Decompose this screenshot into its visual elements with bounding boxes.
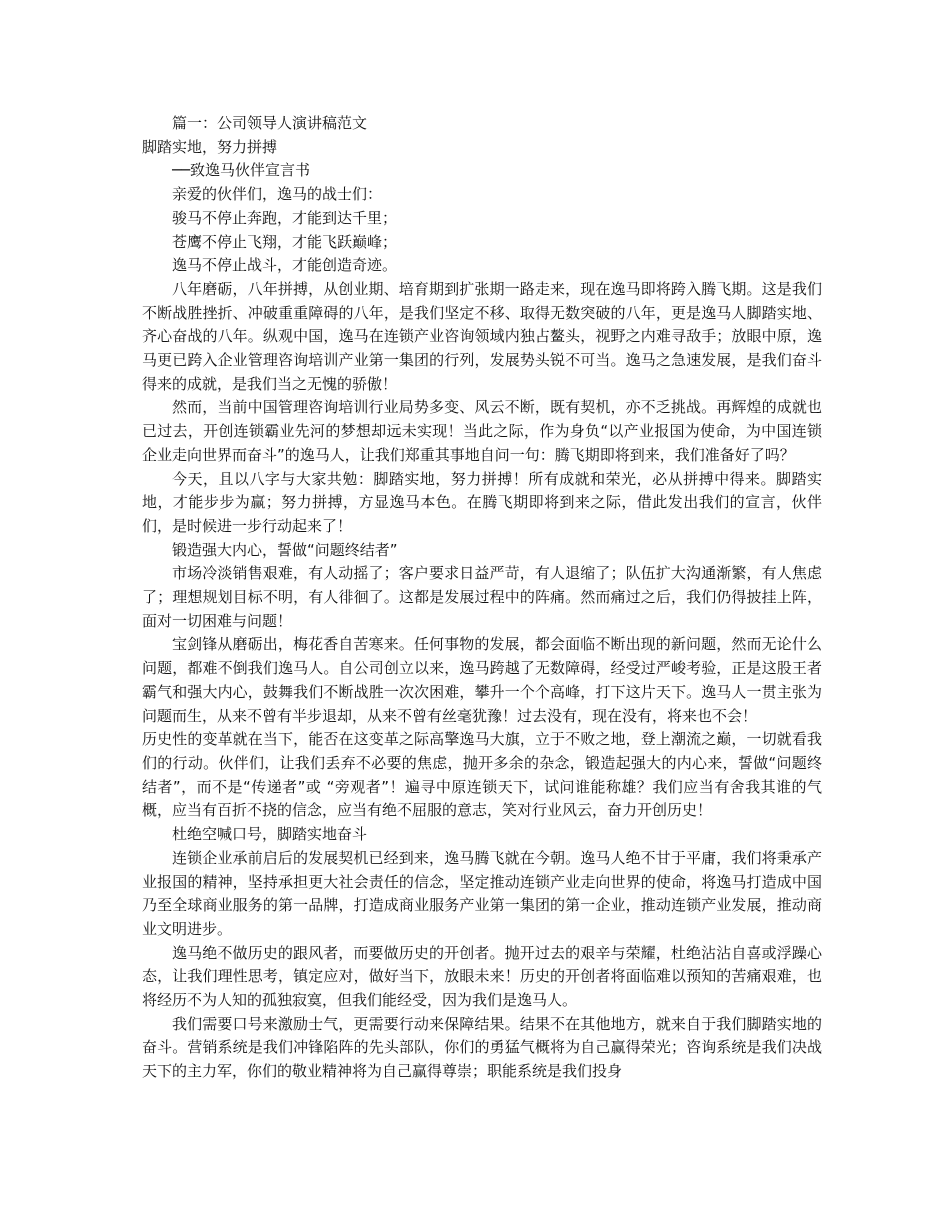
body-paragraph: 连锁企业承前启后的发展契机已经到来，逸马腾飞就在今朝。逸马人绝不甘于平庸，我们将秉承产业报国的精神，坚持承担更大社会责任的信念，坚定推动连锁产业走向世界的使命，将逸马打造成中国乃至全球商业服务的第一品牌，打造成商业服务产业第一集团的第一企业，推动连锁产业发展，推动商业文明进步。: [142, 848, 822, 938]
body-paragraph: 今天，且以八字与大家共勉：脚踏实地，努力拼搏！所有成就和荣光，必从拼搏中得来。脚踏实地，才能步步为赢；努力拼搏，方显逸马本色。在腾飞期即将到来之际，借此发出我们的宣言，伙伴们，是时候进一步行动起来了！: [142, 469, 822, 535]
body-paragraph: 市场冷淡销售艰难，有人动摇了；客户要求日益严苛，有人退缩了；队伍扩大沟通渐繁，有人焦虑了；理想规划目标不明，有人徘徊了。这都是发展过程中的阵痛。然而痛过之后，我们仍得披挂上阵，面对一切困难与问题！: [142, 564, 822, 630]
verse-line: 苍鹰不停止飞翔，才能飞跃巅峰；: [172, 232, 398, 251]
body-paragraph: 逸马绝不做历史的跟风者，而要做历史的开创者。抛开过去的艰辛与荣耀，杜绝沾沾自喜或浮躁心态，让我们理性思考，镇定应对，做好当下，放眼未来！历史的开创者将面临难以预知的苦痛艰难，也将经历不为人知的孤独寂寞，但我们能经受，因为我们是逸马人。: [142, 943, 822, 1010]
verse-line: 逸马不停止战斗，才能创造奇迹。: [172, 256, 398, 275]
document-page: [142, 112, 822, 1084]
body-paragraph: 宝剑锋从磨砺出，梅花香自苦寒来。任何事物的发展，都会面临不断出现的新问题，然而无论什么问题，都难不倒我们逸马人。自公司创立以来，逸马跨越了无数障碍，经受过严峻考验，正是这股王者霸气和强大内心，鼓舞我们不断战胜一次次困难，攀升一个个高峰，打下这片天下。逸马人一贯主张为问题而生，从来不曾有半步退却，从来不曾有丝毫犹豫！过去没有，现在没有，将来也不会！: [142, 635, 822, 725]
body-paragraph: 我们需要口号来激励士气，更需要行动来保障结果。结果不在其他地方，就来自于我们脚踏实地的奋斗。营销系统是我们冲锋陷阵的先头部队，你们的勇猛气概将为自己赢得荣光；咨询系统是我们决战天下的主力军，你们的敬业精神将为自己赢得尊崇；职能系统是我们投身: [142, 1014, 822, 1081]
verse-line: 骏马不停止奔跑，才能到达千里；: [172, 208, 398, 227]
body-paragraph: 然而，当前中国管理咨询培训行业局势多变、风云不断，既有契机，亦不乏挑战。再辉煌的成就也已过去，开创连锁霸业先河的梦想却远未实现！当此之际，作为身负“以产业报国为使命，为中国连锁企业走向世界而奋斗”的逸马人，让我们郑重其事地自问一句：腾飞期即将到来，我们准备好了吗？: [142, 398, 822, 464]
subheading: 锻造强大内心，誓做“问题终结者”: [172, 540, 398, 559]
body-paragraph: 八年磨砺，八年拼搏，从创业期、培育期到扩张期一路走来，现在逸马即将跨入腾飞期。这是我们不断战胜挫折、冲破重重障碍的八年，是我们坚定不移、取得无数突破的八年，更是逸马人脚踏实地、齐心奋战的八年。纵观中国，逸马在连锁产业咨询领域内独占鳌头，视野之内难寻敌手；放眼中原，逸马更已跨入企业管理咨询培训产业第一集团的行列，发展势头锐不可当。逸马之急速发展，是我们奋斗得来的成就，是我们当之无愧的骄傲！: [142, 279, 822, 393]
section-heading: 篇一：公司领导人演讲稿范文: [172, 114, 368, 132]
salutation: 亲爱的伙伴们，逸马的战士们：: [172, 185, 383, 204]
speech-subtitle: ──致逸马伙伴宣言书: [172, 161, 311, 180]
subheading: 杜绝空喊口号，脚踏实地奋斗: [172, 825, 368, 844]
body-paragraph: 历史性的变革就在当下，能否在这变革之际高擎逸马大旗，立于不败之地，登上潮流之巅，一切就看我们的行动。伙伴们，让我们丢弃不必要的焦虑，抛开多余的杂念，锻造起强大的内心来，誓做“问题终结者”，而不是“传递者”或 “旁观者”！遍寻中原连锁天下，试问谁能称雄？我们应当有舍我其谁的气概，应当有百折不挠的信念，应当有绝不屈服的意志，笑对行业风云，奋力开创历史！: [142, 730, 822, 820]
speech-title: 脚踏实地，努力拼搏: [142, 137, 278, 156]
